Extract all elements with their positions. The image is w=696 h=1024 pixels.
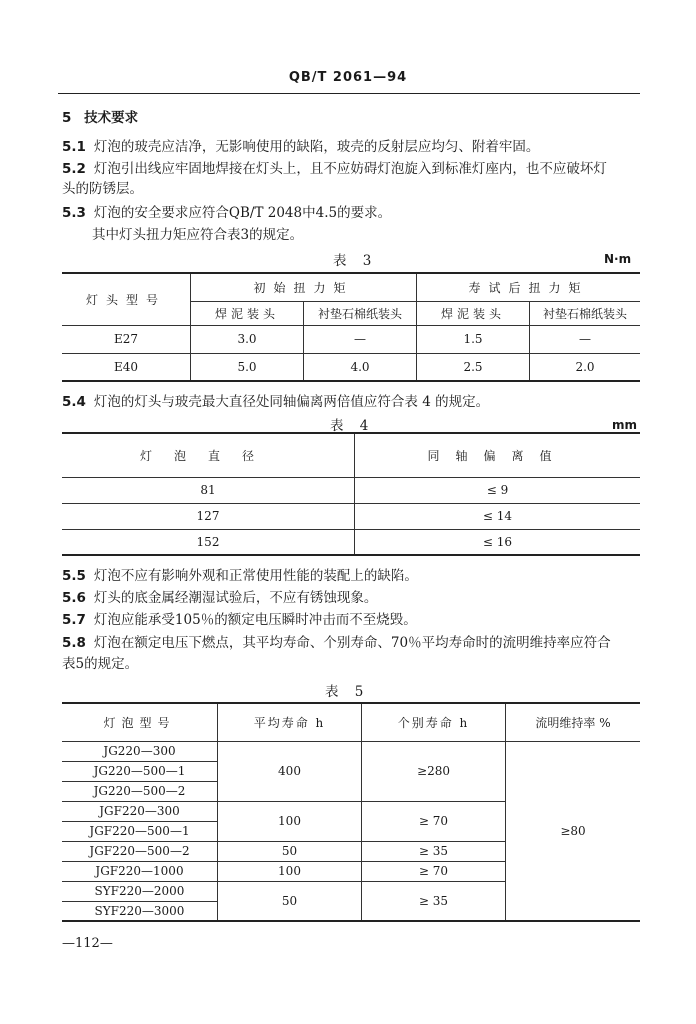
cell-model: JGF220—500—1	[62, 821, 218, 841]
clause-number: 5.5	[62, 568, 86, 584]
clause-5-2	[62, 160, 607, 178]
clause-number: 5.1	[62, 139, 86, 155]
col-solder-cap: 焊泥装头	[417, 301, 530, 325]
col-solder-cap: 焊泥装头	[191, 301, 304, 325]
cell-value: —	[304, 325, 417, 353]
cell-lumen-maintenance: ≥80	[506, 741, 641, 921]
cell-diameter: 81	[62, 477, 355, 503]
cell-model: JGF220—1000	[62, 861, 218, 881]
cell-model: E27	[62, 325, 191, 353]
table-row	[62, 353, 640, 381]
table-row	[62, 477, 640, 503]
clause-text: 灯泡引出线应牢固地焊接在灯头上，且不应妨碍灯泡旋入到标准灯座内，也不应破坏灯	[93, 161, 607, 177]
cell-value: 1.5	[417, 325, 530, 353]
clause-5-7	[62, 611, 417, 629]
cell-model: JGF220—500—2	[62, 841, 218, 861]
cell-offset: ≤ 9	[355, 477, 641, 503]
cell-model: JG220—500—2	[62, 781, 218, 801]
cell-individual-life: ≥280	[362, 741, 506, 801]
page-number: —112—	[62, 936, 113, 951]
clause-text: 灯头的底金属经潮湿试验后，不应有锈蚀现象。	[93, 590, 378, 606]
table-4-unit: mm	[612, 418, 638, 432]
clause-5-1	[62, 138, 539, 156]
clause-5-8	[62, 634, 611, 652]
clause-5-3-continued: 其中灯头扭力矩应符合表3的规定。	[92, 227, 304, 243]
cell-average-life: 100	[218, 801, 362, 841]
cell-individual-life: ≥ 35	[362, 841, 506, 861]
clause-5-4	[62, 393, 489, 411]
cell-average-life: 100	[218, 861, 362, 881]
cell-model: JGF220—300	[62, 801, 218, 821]
col-average-life: 平均寿命 h	[218, 703, 362, 741]
clause-text: 灯泡应能承受105％的额定电压瞬时冲击而不至烧毁。	[93, 612, 417, 628]
clause-5-8-continued: 表5的规定。	[62, 656, 139, 672]
table-row	[62, 529, 640, 555]
table-5	[62, 702, 640, 922]
section-number: 5	[62, 110, 72, 126]
cell-individual-life: ≥ 70	[362, 861, 506, 881]
clause-text: 灯泡的灯头与玻壳最大直径处同轴偏离两倍值应符合表 4 的规定。	[93, 394, 490, 410]
col-asbestos-cap: 衬垫石棉纸装头	[530, 301, 641, 325]
col-lumen-maintenance: 流明维持率 %	[506, 703, 641, 741]
clause-number: 5.7	[62, 612, 86, 628]
cell-diameter: 127	[62, 503, 355, 529]
cell-offset: ≤ 16	[355, 529, 641, 555]
col-bulb-diameter: 灯泡直径	[62, 433, 355, 477]
cell-average-life: 50	[218, 881, 362, 921]
cell-model: E40	[62, 353, 191, 381]
clause-5-5	[62, 567, 418, 585]
col-asbestos-cap: 衬垫石棉纸装头	[304, 301, 417, 325]
cell-average-life: 400	[218, 741, 362, 801]
clause-text: 灯泡的玻壳应洁净，无影响使用的缺陷，玻壳的反射层应均匀、附着牢固。	[93, 139, 540, 155]
col-individual-life: 个别寿命 h	[362, 703, 506, 741]
col-initial-torque: 初始扭力矩	[191, 273, 417, 301]
clause-number: 5.8	[62, 635, 86, 651]
cell-diameter: 152	[62, 529, 355, 555]
standard-header: QB/T 2061—94	[288, 70, 408, 85]
table-row	[62, 325, 640, 353]
cell-model: SYF220—2000	[62, 881, 218, 901]
clause-text: 灯泡的安全要求应符合QB/T 2048中4.5的要求。	[93, 205, 392, 221]
section-title: 技术要求	[84, 110, 139, 126]
cell-value: 4.0	[304, 353, 417, 381]
table-3	[62, 272, 640, 382]
clause-5-3	[62, 204, 391, 222]
clause-number: 5.4	[62, 394, 86, 410]
table-4	[62, 432, 640, 556]
cell-individual-life: ≥ 35	[362, 881, 506, 921]
section-heading	[62, 109, 138, 127]
table-3-unit: N·m	[604, 252, 632, 266]
table-row	[62, 503, 640, 529]
cell-value: —	[530, 325, 641, 353]
cell-value: 2.0	[530, 353, 641, 381]
col-lamp-cap-model: 灯头型号	[62, 273, 191, 325]
clause-5-2-continued: 头的防锈层。	[62, 181, 143, 197]
cell-model: JG220—500—1	[62, 761, 218, 781]
clause-number: 5.6	[62, 590, 86, 606]
cell-offset: ≤ 14	[355, 503, 641, 529]
col-after-life-torque: 寿试后扭力矩	[417, 273, 641, 301]
cell-value: 5.0	[191, 353, 304, 381]
col-coaxial-offset: 同轴偏离值	[355, 433, 641, 477]
clause-text: 灯泡在额定电压下燃点，其平均寿命、个别寿命、70％平均寿命时的流明维持率应符合	[93, 635, 611, 651]
header-rule	[58, 93, 640, 94]
cell-value: 3.0	[191, 325, 304, 353]
clause-number: 5.2	[62, 161, 86, 177]
cell-model: SYF220—3000	[62, 901, 218, 921]
clause-number: 5.3	[62, 205, 86, 221]
cell-model: JG220—300	[62, 741, 218, 761]
table-row	[62, 741, 640, 761]
table-5-caption: 表 5	[325, 684, 370, 700]
table-4-caption: 表 4	[330, 418, 375, 434]
col-lamp-model: 灯泡型号	[62, 703, 218, 741]
table-3-caption: 表 3	[333, 253, 378, 269]
clause-text: 灯泡不应有影响外观和正常使用性能的装配上的缺陷。	[93, 568, 418, 584]
cell-average-life: 50	[218, 841, 362, 861]
clause-5-6	[62, 589, 377, 607]
cell-individual-life: ≥ 70	[362, 801, 506, 841]
cell-value: 2.5	[417, 353, 530, 381]
